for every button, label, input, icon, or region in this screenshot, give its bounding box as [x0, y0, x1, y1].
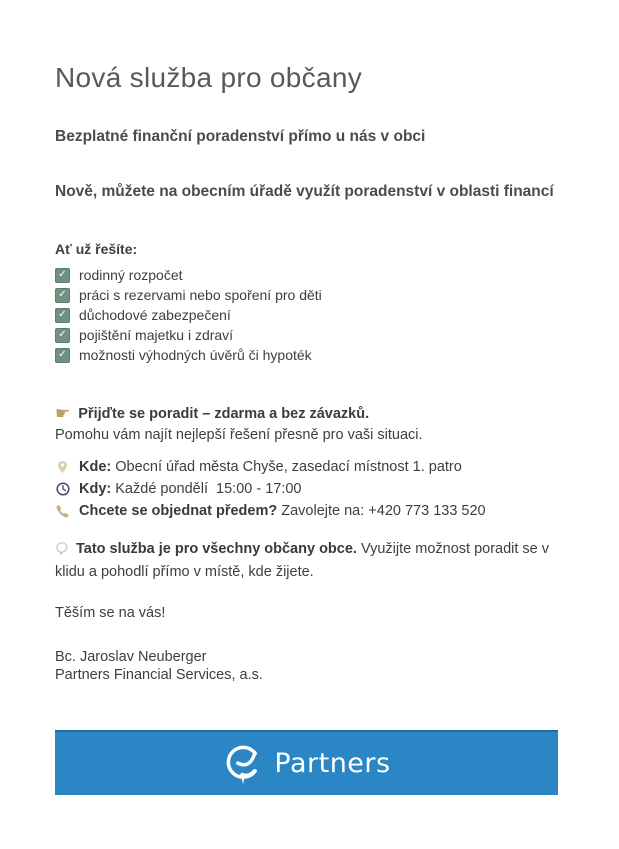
checklist-item-label: pojištění majetku i zdraví — [79, 327, 234, 343]
note-paragraph — [55, 539, 560, 584]
checklist-heading: Ať už řešíte: — [55, 241, 138, 257]
document-content — [55, 62, 560, 684]
checklist-item-label: důchodové zabezpečení — [79, 307, 231, 323]
cta-heading: Přijďte se poradit – zdarma a bez závazků. — [78, 406, 370, 422]
signature-block — [55, 648, 560, 684]
location-pin-icon — [55, 460, 70, 474]
checkbox-checked-icon: ✓ — [55, 288, 70, 303]
partners-brand-lockup — [222, 742, 390, 786]
cta-block — [55, 404, 560, 443]
partners-wordmark: Partners — [274, 748, 391, 779]
checklist-item-label: rodinný rozpočet — [79, 267, 183, 283]
detail-text: Zavolejte na: +420 773 133 520 — [277, 503, 486, 519]
detail-label: Kdy: — [79, 481, 112, 497]
detail-text: Každé pondělí 15:00 - 17:00 — [111, 481, 302, 497]
checkbox-checked-icon: ✓ — [55, 328, 70, 343]
detail-label: Kde: — [79, 459, 112, 475]
detail-row-when — [55, 478, 560, 500]
speech-bubble-icon — [55, 541, 69, 562]
phone-icon — [55, 504, 70, 519]
detail-text: Obecní úřad města Chyše, zasedací místnost 1. patro — [111, 459, 462, 475]
note-text: Využijte možnost poradit se v klidu a pohodlí přímo v místě, kde žijete. — [55, 541, 554, 581]
detail-label: Chcete se objednat předem? — [79, 503, 278, 519]
checkbox-checked-icon: ✓ — [55, 348, 70, 363]
signature-name: Bc. Jaroslav Neuberger — [55, 648, 207, 665]
checklist-item-label: práci s rezervami nebo spoření pro děti — [79, 287, 322, 303]
pointing-hand-icon: ☛ — [55, 404, 71, 424]
checkbox-checked-icon: ✓ — [55, 308, 70, 323]
checklist-item — [55, 285, 560, 305]
cta-subtext: Pomohu vám najít nejlepší řešení přesně pro vaši situaci. — [55, 427, 423, 443]
intro-text: Nově, můžete na obecním úřadě využít poradenství v oblasti financí — [55, 183, 554, 200]
closing-text: Těším se na vás! — [55, 604, 166, 621]
checklist-item-label: možnosti výhodných úvěrů či hypoték — [79, 347, 312, 363]
checklist — [55, 241, 560, 365]
checklist-item — [55, 265, 560, 285]
checklist-item — [55, 345, 560, 365]
partners-logo-icon — [222, 742, 264, 786]
clock-icon — [55, 482, 70, 496]
details-list — [55, 456, 560, 522]
checklist-item — [55, 305, 560, 325]
subtitle: Bezplatné finanční poradenství přímo u nás v obci — [55, 128, 426, 145]
signature-company: Partners Financial Services, a.s. — [55, 667, 263, 684]
checklist-item — [55, 325, 560, 345]
checkbox-checked-icon: ✓ — [55, 268, 70, 283]
note-bold-text: Tato služba je pro všechny občany obce. — [76, 541, 357, 557]
footer-banner — [55, 730, 558, 795]
page-title: Nová služba pro občany — [55, 62, 362, 93]
cta-heading-row — [55, 404, 560, 424]
detail-row-phone — [55, 500, 560, 522]
detail-row-where — [55, 456, 560, 478]
